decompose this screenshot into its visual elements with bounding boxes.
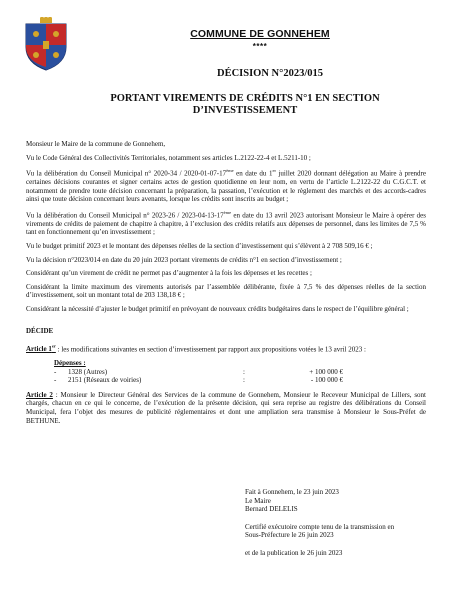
crest-charge-3 [33, 52, 39, 58]
article-2 [26, 391, 426, 425]
depense-sep: : [243, 367, 245, 376]
depense-amount: + 100 000 € [309, 367, 343, 376]
depense-sep: : [243, 376, 245, 385]
decision-title [70, 93, 420, 117]
document-body [26, 140, 426, 430]
p3-part3: juillet 2020 donnant délégation au Maire à prendre certaines décisions courantes et signer certains actes de gestion quotidienne en leur nom, en vertu de l’article L.2122-22 du C.G.C.T. et notamment de prendre toute décision concernant la préparation, la passation, l’exécution et le règlement des marchés et des accords-cadres ainsi que toute décision concernant leurs avenants, lorsque les crédits sont inscrits au budget ; [26, 169, 426, 204]
depenses-block [54, 359, 426, 385]
depenses-title: Dépenses : [54, 359, 86, 368]
signature-name: Bernard DELELIS [245, 505, 298, 514]
decision-number: DÉCISION N°2023/015 [216, 68, 323, 79]
coat-of-arms-crest [22, 17, 70, 71]
depense-dash: - [54, 367, 57, 376]
depense-dash: - [54, 376, 57, 385]
crest-charge-1 [33, 31, 39, 37]
decision-title-line1: PORTANT VIREMENTS DE CRÉDITS N°1 EN SECTION [110, 93, 380, 104]
paragraph-code: Vu le Code Général des Collectivités Territoriales, notamment ses articles L.2122-22-4 et L.5211-10 ; [26, 153, 311, 162]
article-2-label: Article 2 [26, 390, 53, 399]
article-1-sup: er [51, 344, 56, 350]
signature-role: Le Maire [245, 496, 271, 505]
stars-line: **** [252, 42, 268, 51]
article-1-text: les modifications suivantes en section d’investissement par rapport aux propositions votées le 13 avril 2023 : [59, 345, 366, 354]
p4-part1: Vu la délibération du Conseil Municipal n° 2023-26 / 2023-04-13-17 [26, 211, 224, 220]
crest-crown-base [40, 18, 52, 23]
paragraph-mayor: Monsieur le Maire de la commune de Gonnehem, [26, 140, 166, 148]
decision-title-line2: D’INVESTISSEMENT [192, 105, 298, 116]
crest-crown-points [40, 17, 52, 18]
decide-heading: DÉCIDE [26, 326, 54, 335]
paragraph-considering-1: Considérant qu’un virement de crédit ne permet pas d’augmenter à la fois les dépenses et les recettes ; [26, 269, 312, 278]
certification-line1: Certifié exécutoire compte tenu de la transmission en [245, 522, 395, 531]
p4-part2: en date du 13 avril 2023 autorisant Monsieur le Maire à opérer des virements de crédits de paiement de chapitre à chapitre, à l’exclusion des crédits relatifs aux dépenses de personnel, dans les limites de 7,5 % tant en fonctionnement qu’en investissement ; [26, 211, 427, 237]
article-2-text: : Monsieur le Directeur Général des Services de la commune de Gonnehem, Monsieur le Receveur Municipal de Lillers, sont chargés, chacun en ce qui le concerne, de l’exécution de la présente décision, qui sera reprise au registre des délibérations du Conseil Municipal, fera l’objet des mesures de publicité réglementaires et dont une ampliation sera transmise à Monsieur le Sous-Préfet de BETHUNE. [26, 390, 426, 425]
depense-label: 2151 (Réseaux de voiries) [68, 376, 142, 385]
article-1-label [26, 345, 56, 353]
paragraph-previous-decision: Vu la décision n°2023/014 en date du 20 juin 2023 portant virements de crédits n°1 en section d’investissement ; [26, 255, 342, 264]
paragraph-considering-3: Considérant la nécessité d’ajuster le budget primitif en prévoyant de nouveaux crédits budgétaires dans le respect de l’équilibre général ; [26, 304, 409, 313]
p4-sup: ème [223, 209, 232, 215]
signature-place-date: Fait à Gonnehem, le 23 juin 2023 [245, 488, 339, 496]
depense-amount: - 100 000 € [310, 376, 343, 385]
publication-line: et de la publication le 26 juin 2023 [245, 548, 343, 557]
paragraph-considering-2: Considérant la limite maximum des virements autorisés par l’assemblée délibérante, fixée à 7,5 % des dépenses réelles de la section d’investissement, soit un montant total de 203 138,18 € ; [26, 282, 426, 300]
p3-part2: en date du 1 [233, 169, 273, 178]
article-1-colon: : [55, 345, 60, 354]
paragraph-delegation [26, 167, 426, 204]
article-1-label-text: Article 1 [26, 345, 52, 354]
signature-block [245, 488, 425, 558]
depense-row [54, 376, 426, 385]
depense-label: 1328 (Autres) [68, 367, 108, 376]
paragraph-budget: Vu le budget primitif 2023 et le montant des dépenses réelles de la section d’investissement qui s’élèvent à 2 708 509,16 € ; [26, 242, 373, 250]
crest-charge-4 [53, 52, 59, 58]
p3-sup2: er [272, 168, 276, 174]
p3-part1: Vu la délibération du Conseil Municipal n° 2020-34 / 2020-01-07-17 [26, 169, 227, 178]
crest-center-charge [43, 41, 49, 49]
commune-name: COMMUNE DE GONNEHEM [190, 28, 330, 40]
p3-sup1: ème [226, 168, 234, 174]
depense-row [54, 368, 426, 377]
crest-charge-2 [53, 31, 59, 37]
certification-line2: Sous-Préfecture le 26 juin 2023 [245, 531, 334, 540]
article-1 [26, 343, 426, 354]
paragraph-authorization [26, 209, 426, 237]
